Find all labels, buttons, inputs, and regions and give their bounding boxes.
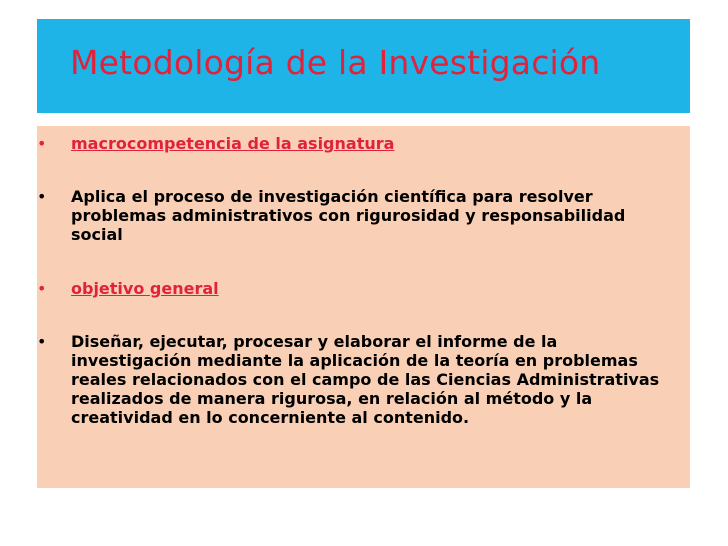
title-bar [37,19,690,113]
slide-title: Metodología de la Investigación [70,43,601,82]
bullet-item-aplica [37,187,690,244]
bullet-icon: • [37,134,47,153]
bullet-icon: • [37,279,47,298]
content-box [37,126,690,488]
bullet-item-disenar [37,332,690,427]
bullet-text[interactable]: macrocompetencia de la asignatura [71,134,395,153]
bullet-icon: • [37,187,47,206]
bullet-text[interactable]: objetivo general [71,279,219,298]
bullet-text: Diseñar, ejecutar, procesar y elaborar el informe de la investigación mediante la aplicación de la teoría en problemas reales relacionados con el campo de las Ciencias Administrativas realizados de manera rigurosa, en relación al método y la creatividad en lo concerniente al contenido. [71,332,660,427]
bullet-list [37,134,690,427]
bullet-item-objetivo [37,279,690,298]
bullet-text: Aplica el proceso de investigación científica para resolver problemas administrativos con rigurosidad y responsabilidad social [71,187,626,244]
bullet-item-macrocompetencia [37,134,690,153]
bullet-icon: • [37,332,47,351]
